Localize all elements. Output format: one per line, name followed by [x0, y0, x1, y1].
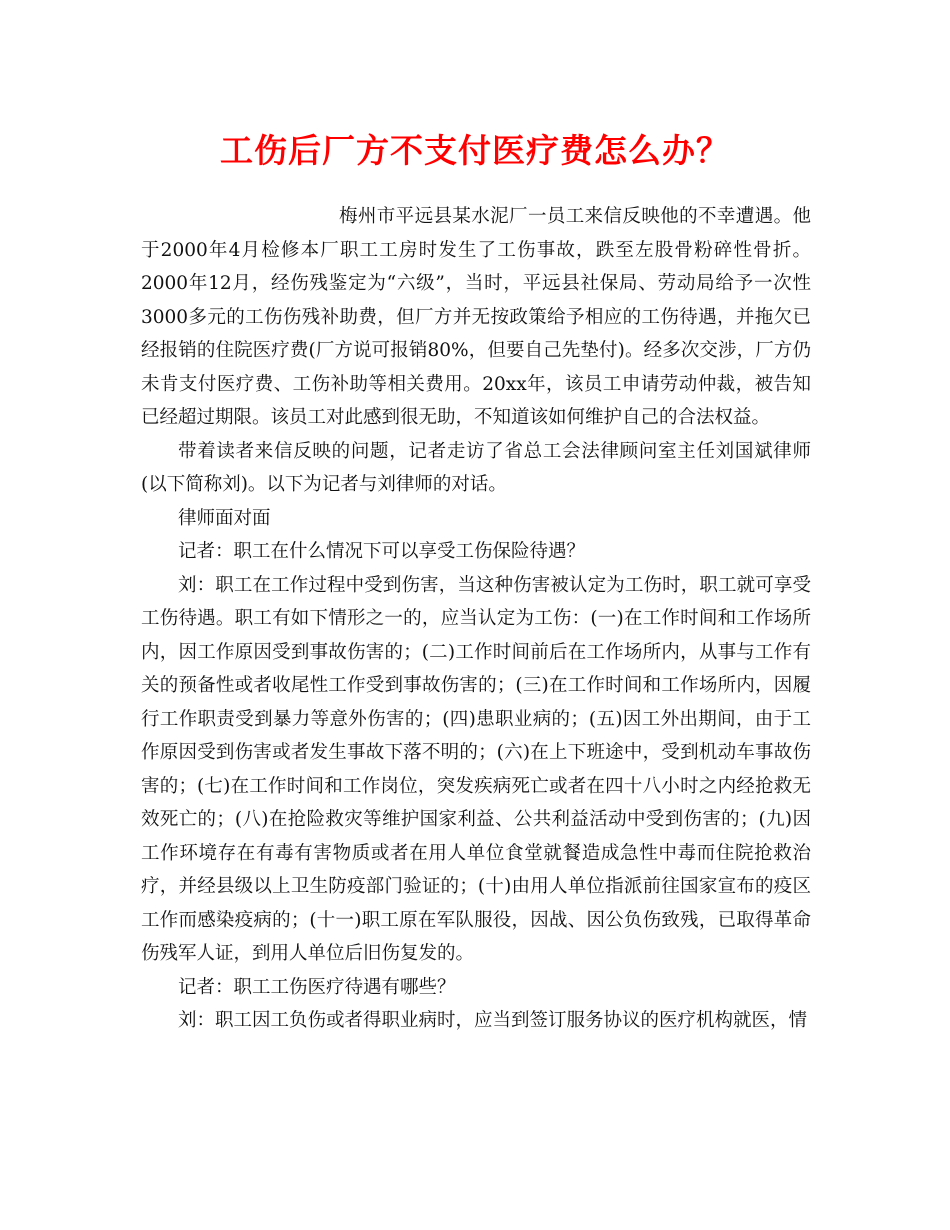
- document-title: 工伤后厂方不支付医疗费怎么办？: [220, 131, 730, 170]
- question-1: 记者：职工在什么情况下可以享受工伤保险待遇？: [178, 541, 586, 562]
- paragraph-intro: 带着读者来信反映的问题，记者走访了省总工会法律顾问室主任刘国斌律师(以下简称刘)。以下为记者与刘律师的对话。: [141, 440, 811, 495]
- section-heading: 律师面对面: [178, 507, 271, 529]
- answer-1: 刘：职工在工作过程中受到伤害，当这种伤害被认定为工伤时，职工就可享受工伤待遇。职工有如下情形之一的，应当认定为工伤：(一)在工作时间和工作场所内，因工作原因受到事故伤害的；(二)工作时间前后在工作场所内，从事与工作有关的预备性或者收尾性工作受到事故伤害的；(三)在工作时间和工作场所内，因履行工作职责受到暴力等意外伤害的；(四)患职业病的；(五)因工外出期间，由于工作原因受到伤害或者发生事故下落不明的；(六)在上下班途中，受到机动车事故伤害的；(七)在工作时间和工作岗位，突发疾病死亡或者在四十八小时之内经抢救无效死亡的；(八)在抢险救灾等维护国家利益、公共利益活动中受到伤害的；(九)因工作环境存在有毒有害物质或者在用人单位食堂就餐造成急性中毒而住院抢救治疗，并经县级以上卫生防疫部门验证的；(十)由用人单位指派前往国家宣布的疫区工作而感染疫病的；(十一)职工原在军队服役，因战、因公负伤致残，已取得革命伤残军人证，到用人单位后旧伤复发的。: [141, 574, 811, 964]
- question-2: 记者：职工工伤医疗待遇有哪些？: [178, 976, 456, 998]
- answer-2: 刘：职工因工负伤或者得职业病时，应当到签订服务协议的医疗机构就医，情: [178, 1010, 808, 1031]
- paragraph-letter: 梅州市平远县某水泥厂一员工来信反映他的不幸遭遇。他于2000年4月检修本厂职工工房时发生了工伤事故，跌至左股骨粉碎性骨折。2000年12月，经伤残鉴定为“六级”，当时，平远县社保局、劳动局给予一次性3000多元的工伤伤残补助费，但厂方并无按政策给予相应的工伤待遇，并拖欠已经报销的住院医疗费(厂方说可报销80%，但要自己先垫付)。经多次交涉，厂方仍未肯支付医疗费、工伤补助等相关费用。20xx年，该员工申请劳动仲裁，被告知已经超过期限。该员工对此感到很无助，不知道该如何维护自己的合法权益。: [141, 206, 811, 428]
- document-body: [141, 200, 811, 1038]
